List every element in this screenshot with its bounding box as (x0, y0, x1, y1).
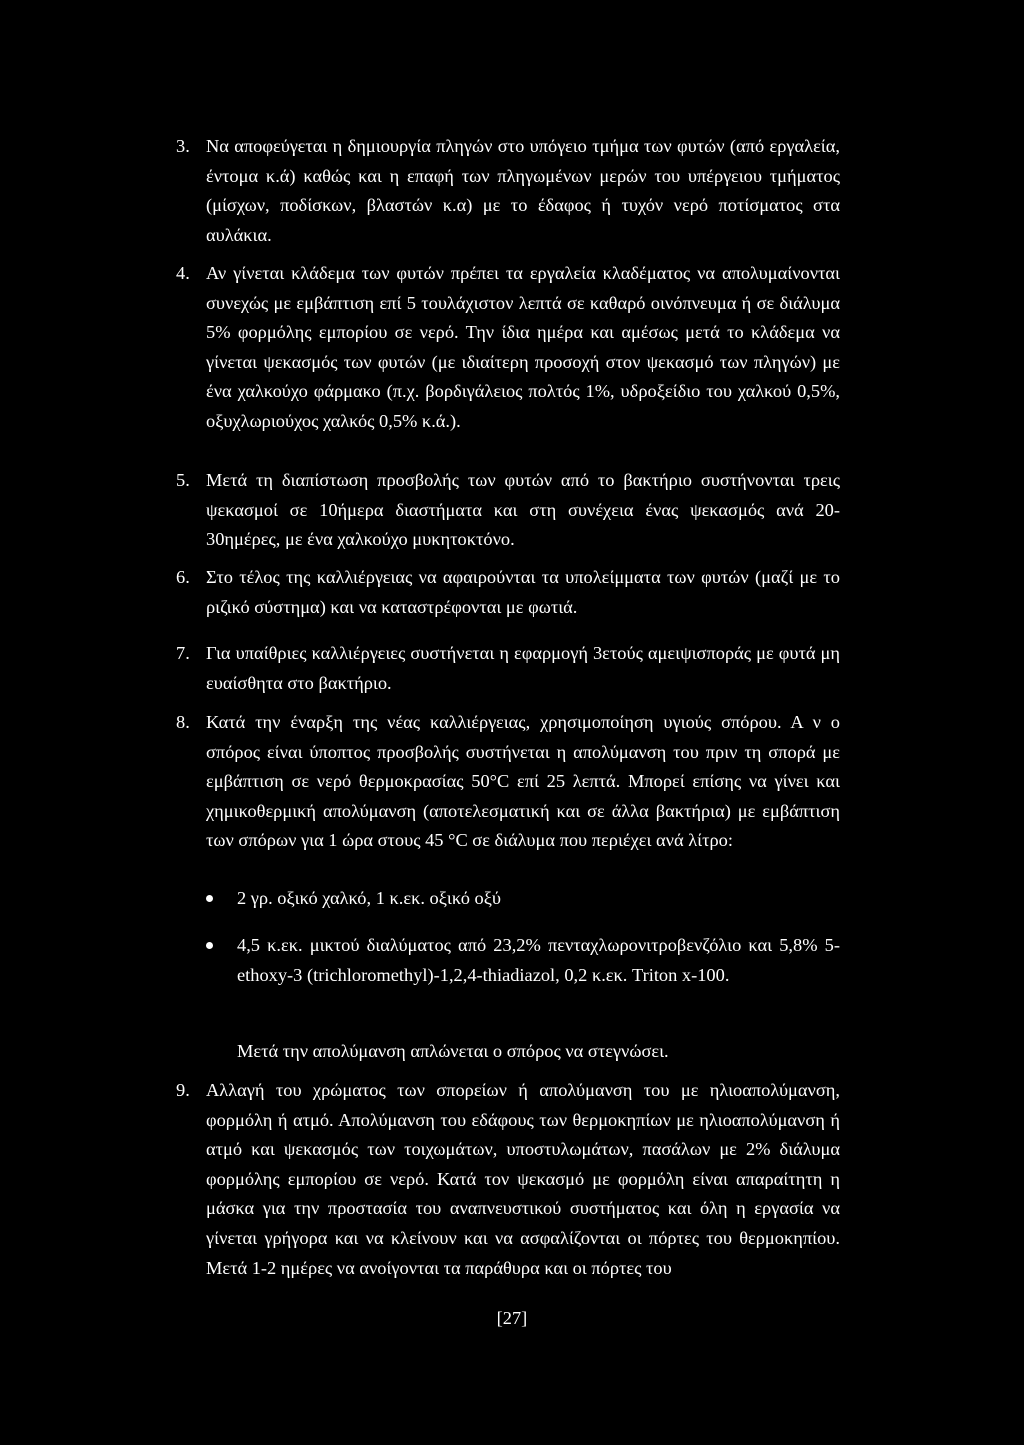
bullet-item (206, 884, 840, 914)
list-item-text: Μετά τη διαπίστωση προσβολής των φυτών από το βακτήριο συστήνονται τρεις ψεκασμοί σε 10ήμερα διαστήματα και στη συνέχεια ένας ψεκασμός ανά 20-30ημέρες, με ένα χαλκούχο μυκητοκτόνο. (206, 470, 840, 550)
list-item-6 (176, 563, 840, 622)
bullet-dot-icon (206, 895, 213, 902)
list-item-4 (176, 259, 840, 437)
bullet-dot-icon (206, 942, 213, 949)
list-item-text: Για υπαίθριες καλλιέργειες συστήνεται η εφαρμογή 3ετούς αμειψισποράς με φυτά μη ευαίσθητα στο βακτήριο. (206, 643, 840, 693)
list-item-number: 3. (176, 136, 190, 156)
list-item-5 (176, 466, 840, 555)
bullet-item (206, 931, 840, 990)
list-item-number: 9. (176, 1080, 190, 1100)
list-item-text: Αν γίνεται κλάδεμα των φυτών πρέπει τα εργαλεία κλαδέματος να απολυμαίνονται συνεχώς με εμβάπτιση επί 5 τουλάχιστον λεπτά σε καθαρό οινόπνευμα ή σε διάλυμα 5% φορμόλης εμπορίου σε νερό. Την ίδια ημέρα και αμέσως μετά το κλάδεμα να γίνεται ψεκασμός των φυτών (με ιδιαίτερη προσοχή στον ψεκασμό των πληγών) με ένα χαλκούχο φάρμακο (π.χ. βορδιγάλειος πολτός 1%, υδροξείδιο του χαλκού 0,5%, οξυχλωριούχος χαλκός 0,5% κ.ά.). (206, 263, 840, 431)
list-item-8 (176, 708, 840, 856)
list-item-number: 6. (176, 567, 190, 587)
list-item-text: Αλλαγή του χρώματος των σπορείων ή απολύμανση του με ηλιοαπολύμανση, φορμόλη ή ατμό. Απολύμανση του εδάφους των θερμοκηπίων με ηλιοαπολύμανση ή ατμό και ψεκασμός των τοιχωμάτων, υποστυλωμάτων, πασάλων με 2% διάλυμα φορμόλης εμπορίου σε νερό. Κατά τον ψεκασμό με φορμόλη είναι απαραίτητη η μάσκα για την προστασία του αναπνευστικού συστήματος και όλη η εργασία να γίνεται γρήγορα και να κλείνουν και να ασφαλίζονται οι πόρτες του θερμοκηπίου. Μετά 1-2 ημέρες να ανοίγονται τα παράθυρα και οι πόρτες του (206, 1080, 840, 1278)
list-item-text: Κατά την έναρξη της νέας καλλιέργειας, χρησιμοποίηση υγιούς σπόρου. Α ν ο σπόρος είναι ύποπτος προσβολής συστήνεται η απολύμανση του πριν τη σπορά με εμβάπτιση σε νερό θερμοκρασίας 50°C επί 25 λεπτά. Μπορεί επίσης να γίνει και χημικοθερμική απολύμανση (αποτελεσματική και σε άλλα βακτήρια) με εμβάπτιση των σπόρων για 1 ώρα στους 45 °C σε διάλυμα που περιέχει ανά λίτρο: (206, 712, 840, 851)
list-item-number: 4. (176, 263, 190, 283)
list-item-9 (176, 1076, 840, 1283)
list-item-text: Στο τέλος της καλλιέργειας να αφαιρούνται τα υπολείμματα των φυτών (μαζί με το ριζικό σύστημα) και να καταστρέφονται με φωτιά. (206, 567, 840, 617)
list-item-number: 5. (176, 470, 190, 490)
list-item-text: Να αποφεύγεται η δημιουργία πληγών στο υπόγειο τμήμα των φυτών (από εργαλεία, έντομα κ.ά) καθώς και η επαφή των πληγωμένων μερών του υπέργειου τμήματος (μίσχων, ποδίσκων, βλαστών κ.α) με το έδαφος ή τυχόν νερό ποτίσματος στα αυλάκια. (206, 136, 840, 245)
bullet-text: 4,5 κ.εκ. μικτού διαλύματος από 23,2% πενταχλωρονιτροβενζόλιο και 5,8% 5-ethoxy-3 (trichloromethyl)-1,2,4-thiadiazol, 0,2 κ.εκ. Triton x-100. (237, 935, 840, 985)
bullet-text: 2 γρ. οξικό χαλκό, 1 κ.εκ. οξικό οξύ (237, 888, 502, 908)
list-item-3 (176, 132, 840, 250)
list-item-7 (176, 639, 840, 698)
list-item-number: 7. (176, 643, 190, 663)
page-number: [27] (496, 1308, 528, 1328)
list-item-number: 8. (176, 712, 190, 732)
after-bullets-note: Μετά την απολύμανση απλώνεται ο σπόρος να στεγνώσει. (237, 1041, 669, 1061)
